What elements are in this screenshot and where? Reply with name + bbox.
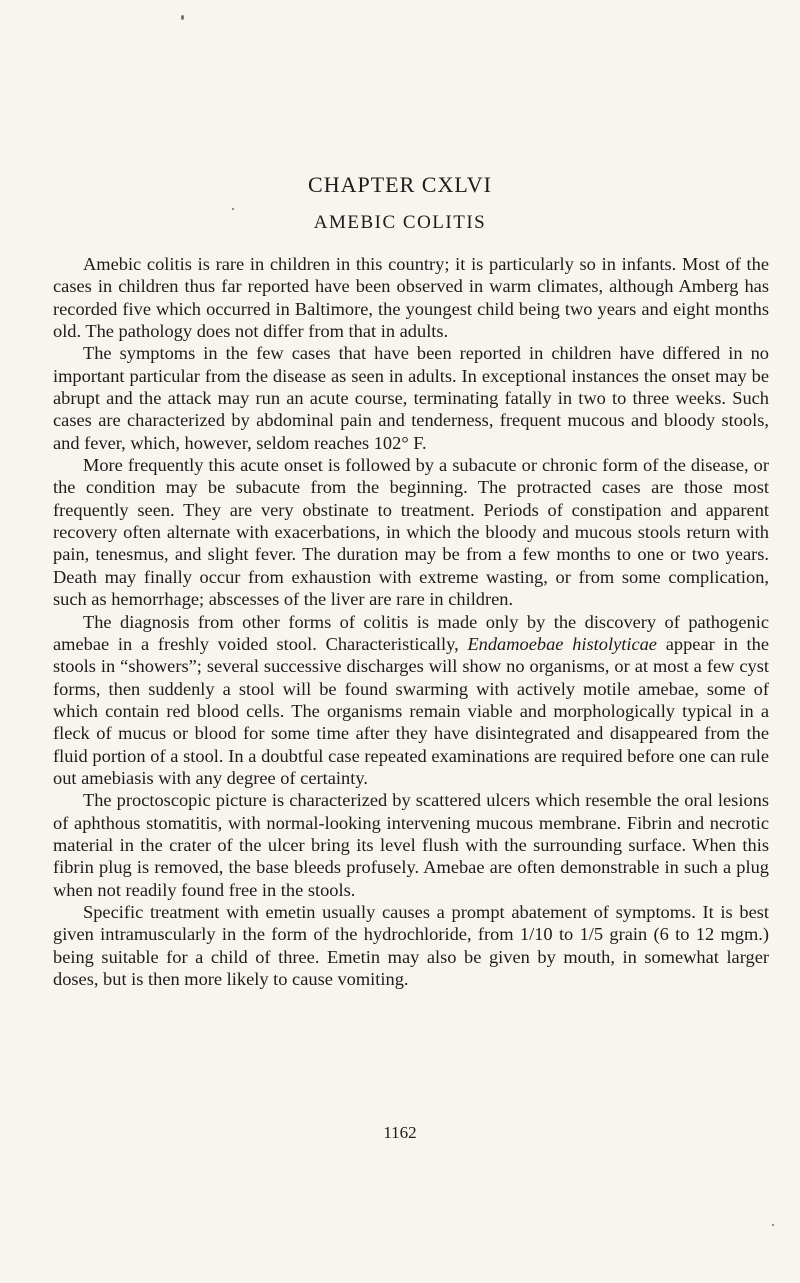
paragraph-chronic-form: More frequently this acute onset is followed by a subacute or chronic form of the disease, or the condition may be subacute from the beginning. The protracted cases are those most frequently seen. They are very obstinate to treatment. Periods of constipation and apparent recovery often alternate with exacerbations, in which the bloody and mucous stools return with pain, tenesmus, and slight fever. The duration may be from a few months to one or two years. Death may finally occur from exhaustion with extreme wasting, or from some complication, such as hemorrhage; abscesses of the liver are rare in children.	[53, 455, 769, 610]
diagnosis-text-start: The diagnosis from other forms of colitis is made only by the discovery of pathogenic amebae in a freshly voided stool. Characteristically,	[53, 611, 769, 654]
paper-speck	[232, 208, 234, 210]
paragraph-diagnosis	[53, 611, 769, 790]
paper-speck	[181, 15, 184, 20]
paper-speck	[772, 1224, 774, 1226]
treatment-text-mid: to	[552, 924, 580, 945]
paragraph-proctoscopic: The proctoscopic picture is characterized by scattered ulcers which resemble the oral lesions of aphthous stomatitis, with normal-looking intervening mucous membrane. Fibrin and necrotic material in the crater of the ulcer bring its level flush with the surrounding surface. When this fibrin plug is removed, the base bleeds profusely. Amebae are often demonstrable in such a plug when not readily found free in the stools.	[53, 790, 769, 900]
chapter-number: CHAPTER CXLVI	[308, 172, 492, 197]
paragraph-symptoms: The symptoms in the few cases that have been reported in children have differed in no important particular from the disease as seen in adults. In exceptional instances the onset may be abrupt and the attack may run an acute course, terminating fatally in two to three weeks. Such cases are characterized by abdominal pain and tenderness, frequent mucous and bloody stools, and fever, which, however, seldom reaches 102° F.	[53, 343, 769, 453]
chapter-title: AMEBIC COLITIS	[313, 212, 487, 233]
diagnosis-text-end: appear in the stools in “showers”; several successive discharges will show no organisms, or at most a few cyst forms, then suddenly a stool will be found swarming with actively motile amebae, some of which contain red blood cells. The organisms remain viable and morphologically typical in a fleck of mucus or blood for some time after they have disintegrated and disappeared from the fluid portion of a stool. In a doubtful case repeated examinations are required before one can rule out amebiasis with any degree of certainty.	[53, 633, 769, 788]
dose-fraction-high: 1/5	[579, 924, 604, 945]
treatment-text-end: grain (6 to 12 mgm.) being suitable for a child of three. Emetin may also be given by mouth, in somewhat larger doses, but is then more likely to cause vomiting.	[53, 924, 769, 989]
paragraph-intro: Amebic colitis is rare in children in this country; it is particularly so in infants. Most of the cases in children thus far reported have been observed in warm climates, although Amberg has recorded five which occurred in Baltimore, the youngest child being two years and eight months old. The pathology does not differ from that in adults.	[53, 254, 769, 342]
body-text	[53, 253, 769, 990]
page-number: 1162	[383, 1123, 417, 1142]
organism-name: Endamoebae histolyticae	[467, 633, 657, 654]
dose-fraction-low: 1/10	[519, 924, 553, 945]
treatment-text-start: Specific treatment with emetin usually causes a prompt abatement of symptoms. It is best given intramuscularly in the form of the hydrochloride, from	[53, 901, 769, 945]
paragraph-treatment	[53, 901, 769, 990]
